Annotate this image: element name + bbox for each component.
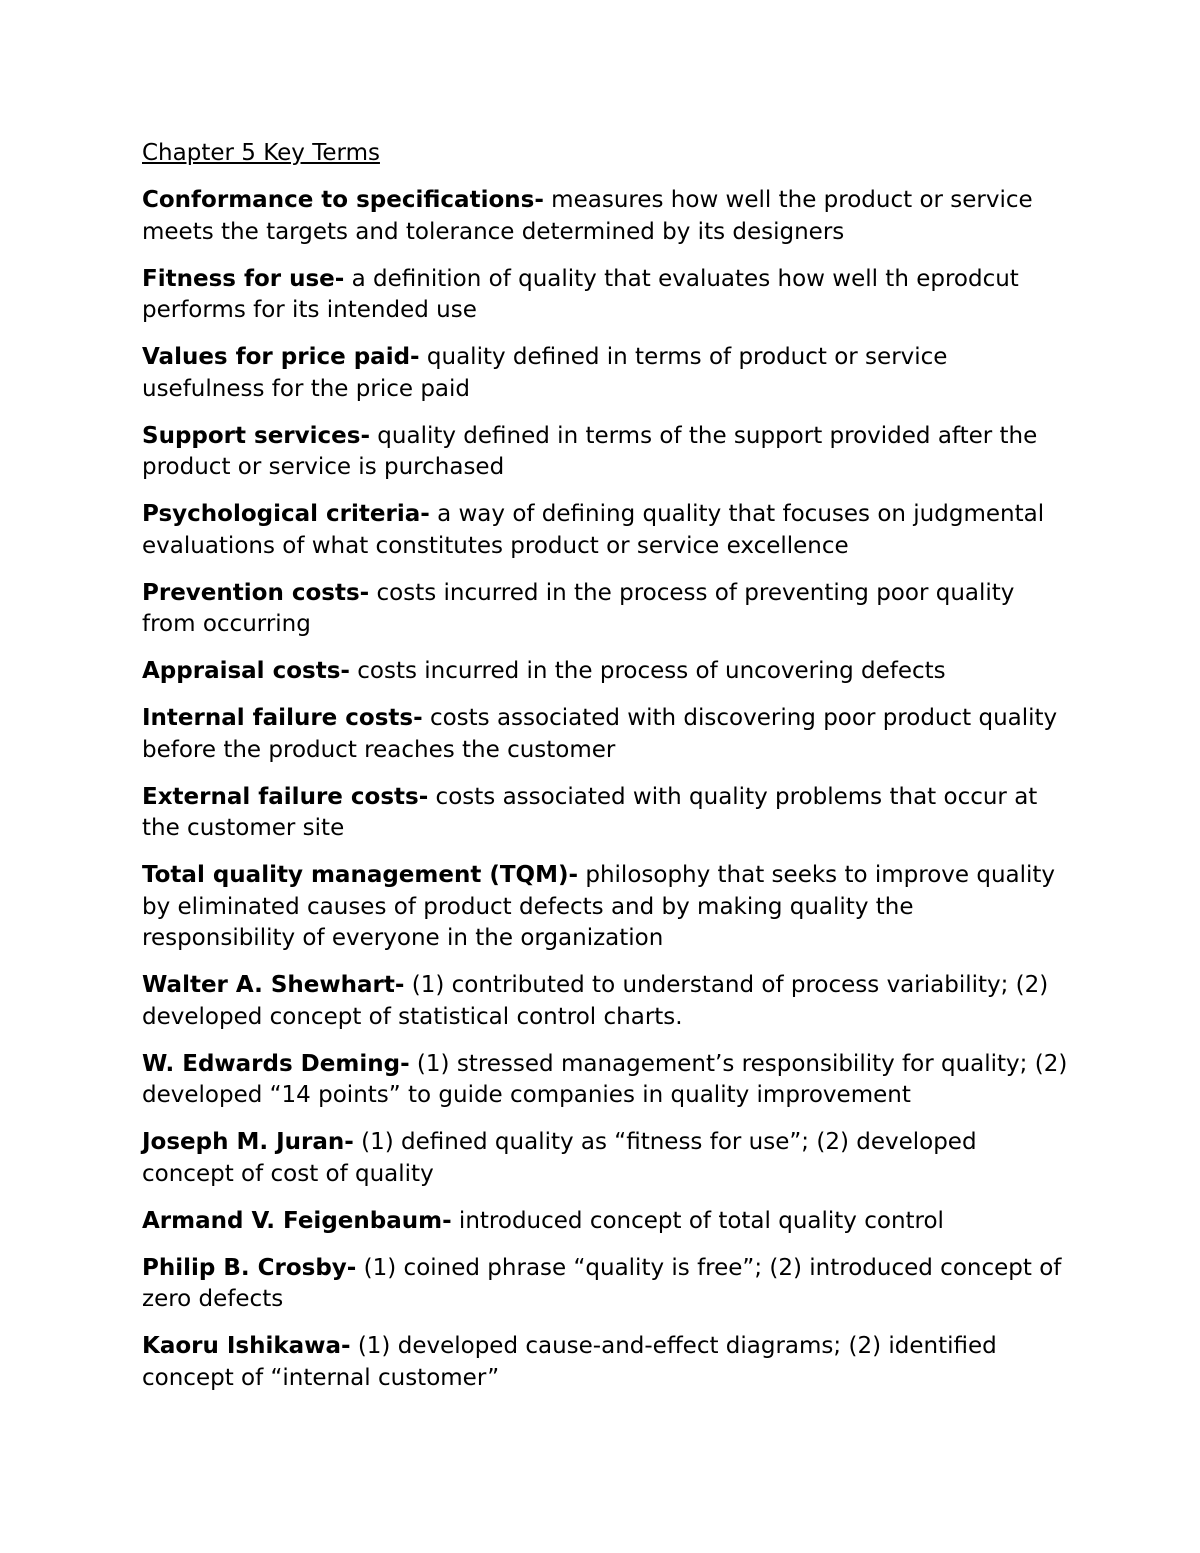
term-definition: introduced concept of total quality control bbox=[451, 1207, 944, 1234]
term-name: Values for price paid- bbox=[142, 344, 420, 370]
term-entry bbox=[142, 656, 1072, 688]
term-entry bbox=[142, 860, 1072, 955]
term-name: External failure costs- bbox=[142, 783, 429, 810]
term-entry bbox=[142, 1253, 1072, 1316]
term-definition: costs incurred in the process of uncovering defects bbox=[349, 658, 946, 684]
term-name: Internal failure costs- bbox=[142, 705, 423, 731]
term-entry bbox=[142, 1331, 1072, 1394]
term-name: W. Edwards Deming- bbox=[142, 1050, 410, 1077]
term-entry bbox=[142, 1206, 1072, 1238]
term-definition: (1) developed cause-and-effect diagrams; (2) identified concept of “internal customer” bbox=[142, 1333, 997, 1391]
term-name: Support services- bbox=[142, 422, 370, 449]
term-entry bbox=[142, 342, 1072, 405]
term-definition: (1) coined phrase “quality is free”; (2) introduced concept of zero defects bbox=[142, 1254, 1062, 1312]
term-definition: (1) contributed to understand of process variability; (2) developed concept of statistical control charts. bbox=[142, 972, 1049, 1030]
term-name: Walter A. Shewhart- bbox=[142, 972, 405, 998]
term-name: Psychological criteria- bbox=[142, 501, 430, 527]
document-title: Chapter 5 Key Terms bbox=[142, 140, 380, 166]
term-entry bbox=[142, 421, 1072, 484]
term-name: Prevention costs- bbox=[142, 579, 370, 606]
term-entry bbox=[142, 782, 1072, 845]
term-definition: philosophy that seeks to improve quality by eliminated causes of product defects and by making quality the responsibility of everyone in the organization bbox=[142, 862, 1056, 951]
term-definition: measures how well the product or service meets the targets and tolerance determined by its designers bbox=[142, 187, 1033, 245]
term-name: Kaoru Ishikawa- bbox=[142, 1333, 351, 1359]
term-definition: costs incurred in the process of preventing poor quality from occurring bbox=[142, 579, 1015, 637]
term-entry bbox=[142, 970, 1072, 1033]
term-entry bbox=[142, 264, 1072, 327]
term-entry bbox=[142, 1049, 1072, 1112]
term-definition: (1) stressed management’s responsibility for quality; (2) developed “14 points” to guide companies in quality improvement bbox=[142, 1050, 1068, 1108]
term-name: Philip B. Crosby- bbox=[142, 1254, 357, 1281]
term-entry bbox=[142, 499, 1072, 562]
term-definition: quality defined in terms of product or service usefulness for the price paid bbox=[142, 344, 948, 402]
term-name: Armand V. Feigenbaum- bbox=[142, 1207, 452, 1234]
document-page bbox=[142, 138, 1072, 1410]
term-entry bbox=[142, 185, 1072, 248]
term-definition: costs associated with discovering poor product quality before the product reaches the customer bbox=[142, 705, 1058, 763]
term-name: Conformance to specifications- bbox=[142, 187, 544, 213]
term-definition: a way of defining quality that focuses on judgmental evaluations of what constitutes product or service excellence bbox=[142, 501, 1045, 559]
term-name: Appraisal costs- bbox=[142, 658, 350, 684]
term-name: Total quality management (TQM)- bbox=[142, 862, 579, 888]
term-definition: (1) defined quality as “fitness for use”; (2) developed concept of cost of quality bbox=[142, 1129, 977, 1187]
term-definition: costs associated with quality problems that occur at the customer site bbox=[142, 783, 1038, 841]
term-entry bbox=[142, 1127, 1072, 1190]
term-definition: a definition of quality that evaluates how well th eprodcut performs for its intended use bbox=[142, 265, 1019, 323]
term-name: Joseph M. Juran- bbox=[142, 1129, 354, 1155]
term-entry bbox=[142, 703, 1072, 766]
term-entry bbox=[142, 578, 1072, 641]
term-definition: quality defined in terms of the support provided after the product or service is purchased bbox=[142, 422, 1038, 480]
term-name: Fitness for use- bbox=[142, 265, 345, 292]
